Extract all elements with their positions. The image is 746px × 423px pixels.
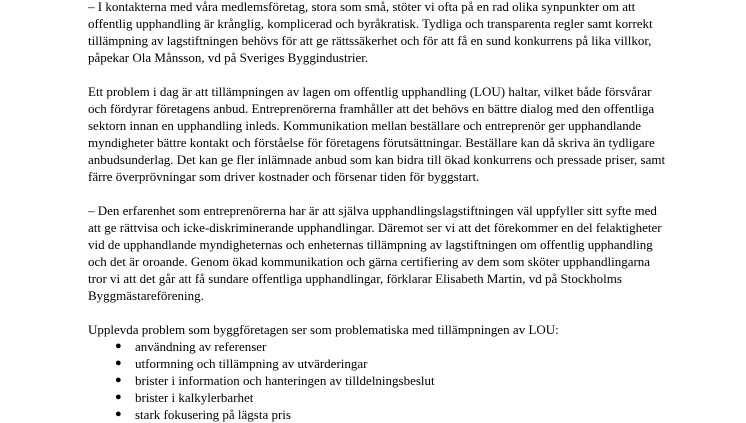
bullet-icon: ● (115, 340, 122, 352)
paragraph-list-intro: Upplevda problem som byggföretagen ser som problematiska med tillämpningen av LOU: (88, 322, 559, 337)
bullet-icon: ● (115, 374, 122, 386)
paragraph-quote-elisabeth-martin: – Den erfarenhet som entreprenörerna har är att själva upphandlingslagstiftningen väl uppfyller sitt syfte med att ge rättvisa och icke-diskriminerande upphandlingar. Däremot ser vi att det förekommer en del felaktigheter vid de upphandlande myndigheternas och enheternas tillämpning av lagstiftningen om offentlig upphandling och det är oroande. Genom ökad kommunikation och gärna certifiering av dem som sköter upphandlingarna tror vi att det går att få sundare offentliga upphandlingar, förklarar Elisabeth Martin, vd på Stockholms Byggmästareförening. (88, 203, 662, 303)
list-item (88, 389, 668, 406)
bullet-icon: ● (115, 391, 122, 403)
paragraph-quote-ola-mansson: – I kontakterna med våra medlemsföretag, stora som små, stöter vi ofta på en rad olika synpunkter om att offentlig upphandling är krånglig, komplicerad och byråkratisk. Tydliga och transparenta regler samt korrekt tillämpning av lagstiftningen behövs för att ge rättssäkerhet och för att få en sund konkurrens på lika villkor, påpekar Ola Månsson, vd på Sveriges Byggindustrier. (88, 0, 653, 65)
list-item (88, 338, 668, 355)
list-item-text: användning av referenser (135, 339, 267, 354)
list-item-text: utformning och tillämpning av utvärderingar (135, 356, 368, 371)
list-item (88, 372, 668, 389)
list-item (88, 406, 668, 423)
list-item-text: brister i information och hanteringen av tilldelningsbeslut (135, 373, 435, 388)
paragraph-lou-problem: Ett problem i dag är att tillämpningen av lagen om offentlig upphandling (LOU) haltar, vilket både försvårar och fördyrar företagens anbud. Entreprenörerna framhåller att det behövs en bättre dialog med den offentliga sektorn innan en upphandling inleds. Kommunikation mellan beställare och entreprenör ger upphandlande myndigheter bättre kontakt och förståelse för företagens förutsättningar. Beställare kan då skriva än tydligare anbudsunderlag. Det kan ge fler inlämnade anbud som kan bidra till ökad konkurrens och pressade priser, samt färre överprövningar som driver kostnader och försenar tiden för byggstart. (88, 84, 666, 184)
bullet-icon: ● (115, 357, 122, 369)
list-item-text: stark fokusering på lägsta pris (135, 407, 291, 422)
bullet-icon: ● (115, 408, 122, 420)
list-item-text: brister i kalkylerbarhet (135, 390, 254, 405)
document-page (88, 0, 668, 423)
list-item (88, 355, 668, 372)
problem-list (88, 338, 668, 423)
